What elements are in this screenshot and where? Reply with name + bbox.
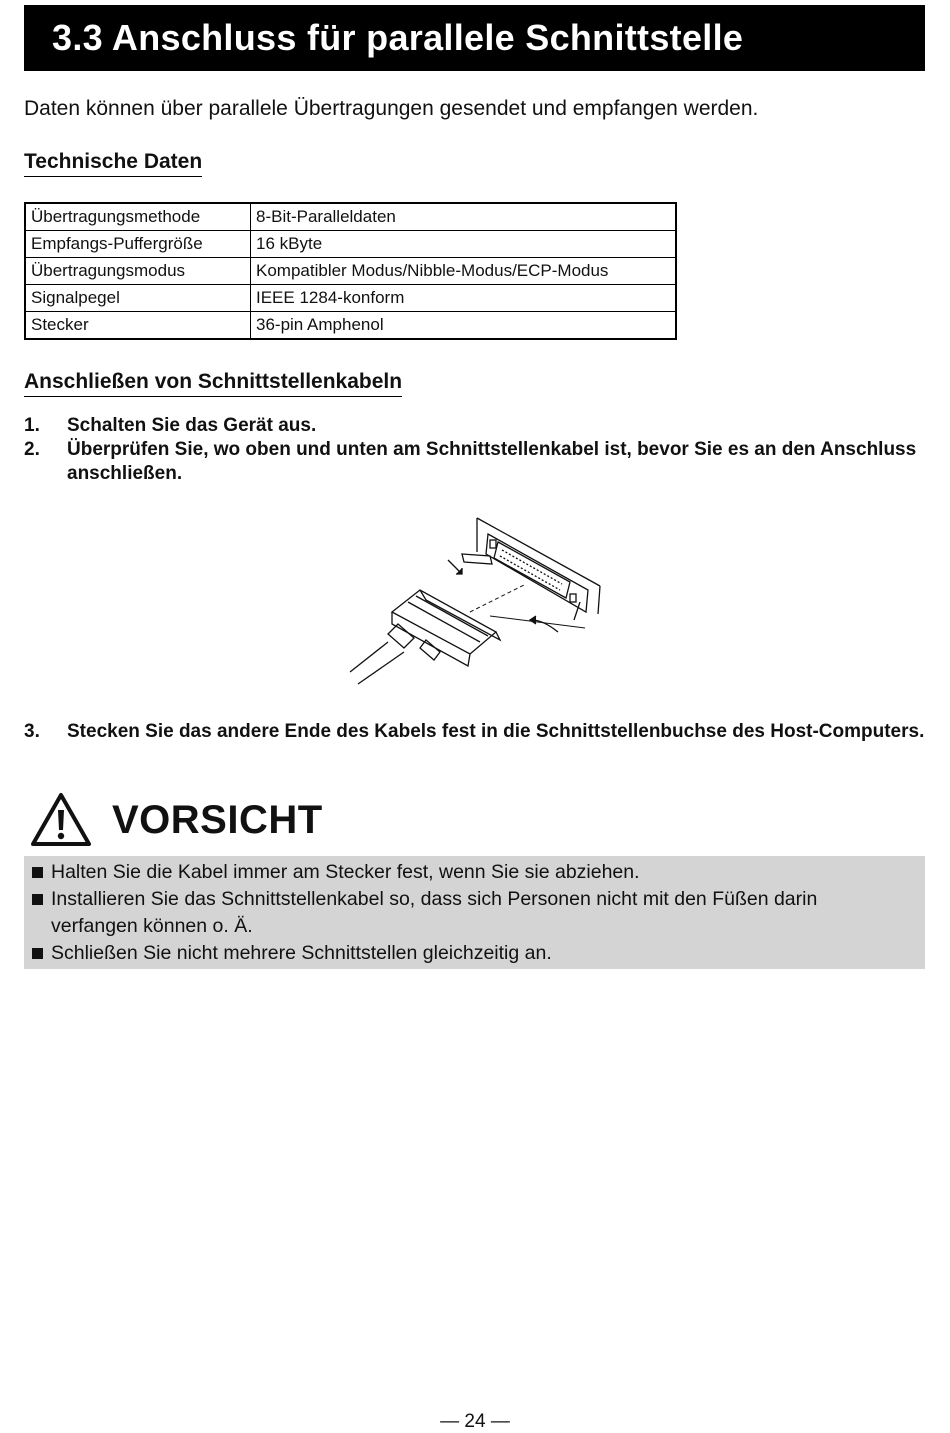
steps-list xyxy=(24,414,929,486)
section-title-bar xyxy=(24,5,925,71)
warning-triangle-icon xyxy=(30,792,92,848)
list-item xyxy=(24,438,929,486)
list-item xyxy=(32,940,925,967)
table-cell-key: Übertragungsmethode xyxy=(25,203,251,231)
tech-data-heading: Technische Daten xyxy=(24,150,202,177)
square-bullet-icon xyxy=(32,948,43,959)
page-number: — 24 — xyxy=(440,1411,510,1432)
connector-illustration xyxy=(330,512,610,697)
step-text: Stecken Sie das andere Ende des Kabels fest in die Schnittstellenbuchse des Host-Computers. xyxy=(67,721,925,742)
step-number: 3. xyxy=(24,721,40,742)
parallel-connector-diagram xyxy=(330,512,610,692)
caution-text: Installieren Sie das Schnittstellenkabel so, dass sich Personen nicht mit den Füßen darin verfangen können o. Ä. xyxy=(51,888,818,937)
table-cell-value: Kompatibler Modus/Nibble-Modus/ECP-Modus xyxy=(251,258,677,285)
table-cell-value: IEEE 1284-konform xyxy=(251,285,677,312)
list-item xyxy=(32,886,925,940)
intro-text: Daten können über parallele Übertragungen gesendet und empfangen werden. xyxy=(24,97,759,120)
square-bullet-icon xyxy=(32,867,43,878)
caution-text: Halten Sie die Kabel immer am Stecker fest, wenn Sie sie abziehen. xyxy=(51,861,640,883)
caution-text: Schließen Sie nicht mehrere Schnittstellen gleichzeitig an. xyxy=(51,942,552,964)
step-text: Überprüfen Sie, wo oben und unten am Schnittstellenkabel ist, bevor Sie es an den Anschluss anschließen. xyxy=(67,439,917,484)
table-cell-value: 8-Bit-Paralleldaten xyxy=(251,203,677,231)
list-item xyxy=(32,859,925,886)
step-text: Schalten Sie das Gerät aus. xyxy=(67,415,317,436)
table-cell-key: Empfangs-Puffergröße xyxy=(25,231,251,258)
table-row xyxy=(25,312,676,340)
table-cell-key: Stecker xyxy=(25,312,251,340)
table-cell-value: 16 kByte xyxy=(251,231,677,258)
tech-data-table xyxy=(24,202,677,340)
caution-box xyxy=(24,856,925,969)
steps-list-continued xyxy=(24,720,929,744)
step-number: 1. xyxy=(24,415,40,436)
list-item xyxy=(24,414,929,438)
step-number: 2. xyxy=(24,439,40,460)
table-cell-value: 36-pin Amphenol xyxy=(251,312,677,340)
table-cell-key: Übertragungsmodus xyxy=(25,258,251,285)
list-item xyxy=(24,720,929,744)
caution-header xyxy=(30,792,323,848)
table-row xyxy=(25,231,676,258)
caution-title: VORSICHT xyxy=(112,797,323,842)
square-bullet-icon xyxy=(32,894,43,905)
connect-heading: Anschließen von Schnittstellenkabeln xyxy=(24,370,402,397)
table-row xyxy=(25,285,676,312)
section-title: 3.3 Anschluss für parallele Schnittstelle xyxy=(52,17,744,58)
port-socket xyxy=(494,542,570,598)
table-row xyxy=(25,258,676,285)
table-row xyxy=(25,203,676,231)
table-cell-key: Signalpegel xyxy=(25,285,251,312)
